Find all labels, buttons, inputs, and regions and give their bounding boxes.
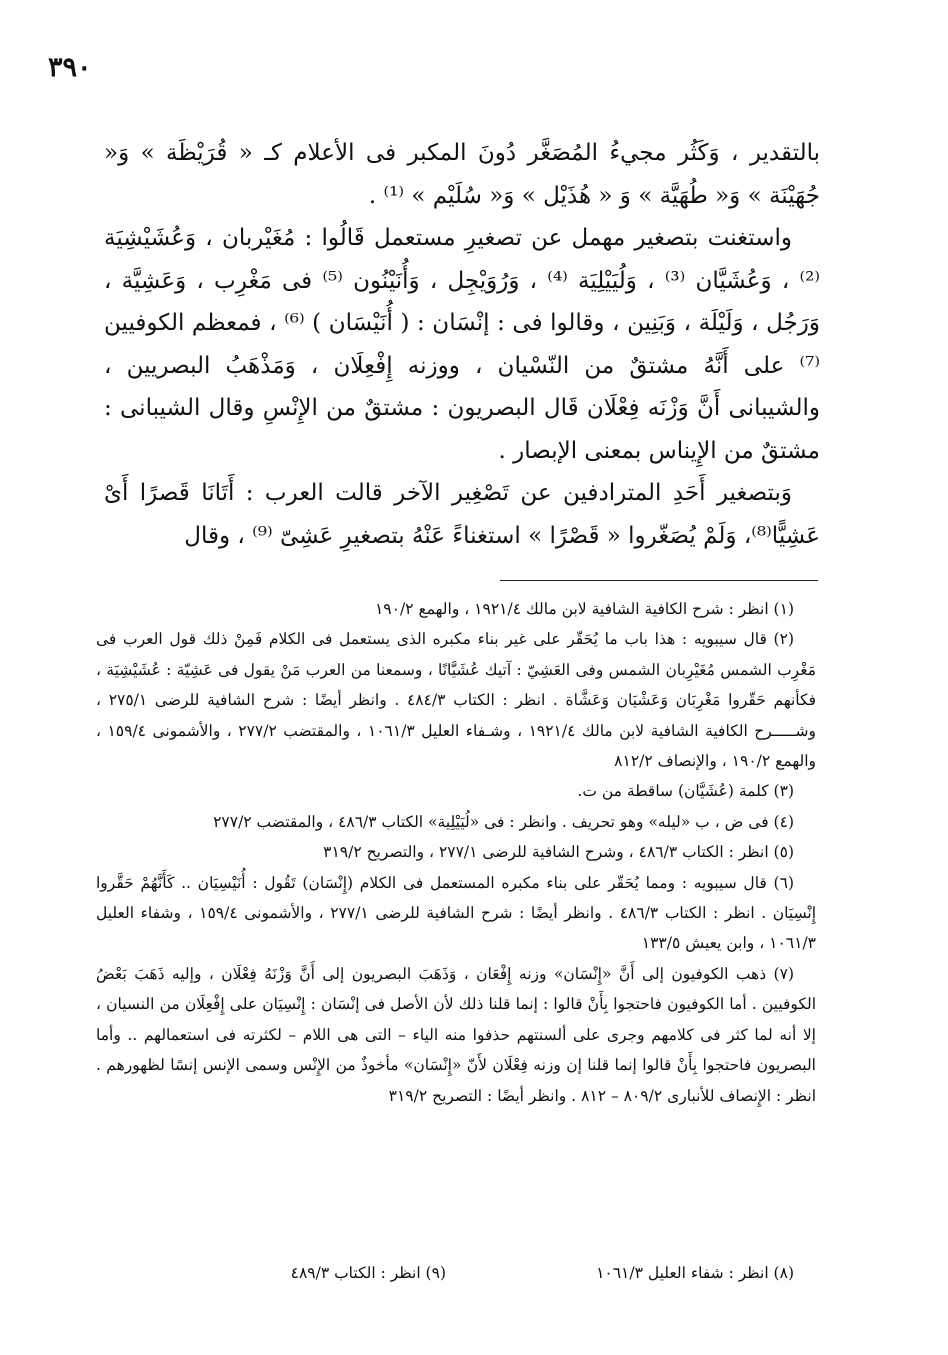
body-paragraph-1: بالتقدير ، وَكَثُر مجيءُ المُصَغَّر دُونَ المكبر فى الأعلام كـ « قُرَيْظَة » وَ« جُهَيْنَة » وَ« طُهَيَّة » وَ « هُذَيْل » وَ« سُلَيْم » ⁽¹⁾ . xyxy=(104,140,820,209)
footnote-separator xyxy=(500,580,818,581)
page-number: ٣٩٠ xyxy=(48,52,92,83)
footnotes-section xyxy=(96,594,816,1111)
footnote-4: (٤) فى ض ، ب «ليله» وهو تحريف . وانظر : فى «لُيَيْلِية» الكتاب ٤٨٦/٣ ، والمقتضب ٢٧٧/٢ xyxy=(213,812,794,831)
body-paragraph-3: وَبتصغير أَحَدِ المترادفين عن تَصْغِير الآخر قالت العرب : أَتَانَا قَصرًا أَىْ عَشِيًّا⁽⁸⁾، وَلَمْ يُصَغّروا « قَصْرًا » استغناءً عَنْهُ بتصغيرِ عَشِىّ ⁽⁹⁾ ، وقال xyxy=(104,480,820,549)
footnote-7: (٧) ذهب الكوفيون إلى أَنَّ «إِنْسَان» وزنه إِفْعَان ، وَذَهَبَ البصريون إلى أَنَّ وَزْنَهُ فِعْلَان ، وإليه ذَهَبَ بَعْضُ الكوفيين . أما الكوفيون فاحتجوا بِأَنْ قالوا : إنما قلنا ذلك لأن الأصل فى إنْسَان : إِنْسِيَان على إِفْعِلَان من النسيان ، إلا أنه لما كثر فى كلامهم وجرى على ألسنتهم حذفوا منه الياء – التى هى اللام – لكثرته فى استعمالهم .. وأما البصريون فاحتجوا بِأَنْ قالوا إنما قلنا إن وزنه فِعْلَان لأَنّ «إِنْسَان» مأخوذٌ من الإِنْس وسمى الإنس إنسًا لظهورهم . انظر : الإِنصاف للأنبارى ٨٠٩/٢ – ٨١٢ . وانظر أيضًا : التصريح ٣١٩/٢ xyxy=(96,964,816,1105)
footnote-8: (٨) انظر : شفاء العليل ١٠٦١/٣ xyxy=(596,1264,794,1282)
footnote-6: (٦) قال سيبويه : ومما يُحَقّر على بناء مكبره المستعمل فى الكلام (إِنْسَان) تَقُول : أُنَيْسِيَان .. كَأَنَّهُمْ حَقَّروا إِنْسِيَان . انظر : الكتاب ٤٨٦/٣ . وانظر أيضًا : شرح الشافية للرضى ٢٧٧/١ ، والأشمونى ١٥٩/٤ ، وشفاء العليل ١٠٦١/٣ ، وابن يعيش ١٣٣/٥ xyxy=(96,873,817,953)
main-text xyxy=(104,132,820,557)
footnote-3: (٣) كلمة (عُشَيَّان) ساقطة من ت. xyxy=(577,782,794,801)
footnote-5: (٥) انظر : الكتاب ٤٨٦/٣ ، وشرح الشافية للرضى ٢٧٧/١ ، والتصريح ٣١٩/٢ xyxy=(323,843,794,862)
footnote-1: (١) انظر : شرح الكافية الشافية لابن مالك ١٩٢١/٤ ، والهمع ١٩٠/٢ xyxy=(374,600,794,618)
footnote-2: (٢) قال سيبويه : هذا باب ما يُحَقّر على غير بناء مكبره الذى يستعمل فى الكلام فَمِنْ ذلك قول العرب فى مَغْرِب الشمس مُغَيْرِبان الشمس وفى العَشِيّ : آتيك عُشَيَّانًا ، وسمعنا من العرب مَنْ يقول فى عَشِيّة : عُشَيْشِيَة ، فكأنهم حَقّروا مَغْرِبَان وَعَشْيَان وَعَشَّاة . انظر : الكتاب ٤٨٤/٣ . وانظر أيضًا : شرح الشافية للرضى ٢٧٥/١ ، وشـــــرح الكافية الشافية لابن مالك ١٩٢١/٤ ، وشـفاء العليل ١٠٦١/٣ ، والمقتضب ٢٧٧/٢ ، والأشمونى ١٥٩/٤ ، والهمع ١٩٠/٢ ، والإنصاف ٨١٢/٢ xyxy=(96,630,816,771)
footnote-last-row xyxy=(96,1258,816,1290)
body-paragraph-2: واستغنت بتصغير مهمل عن تصغيرِ مستعمل قَالُوا : مُغَيْربان ، وَعُشَيْشِيَة ⁽²⁾ ، وَعُشَيَّان ⁽³⁾ ، وَلُيَيْلِيَة ⁽⁴⁾ ، وَرُوَيْجِل ، وَأُنَيْنُون ⁽⁵⁾ فى مَغْرِب ، وَعَشِيَّة ، وَرَجُل ، وَلَيْلَة ، وَبَنِين ، وقالوا فى : إنْسَان : ( أُنَيْسَان ) ⁽⁶⁾ ، فمعظم الكوفيين ⁽⁷⁾ على أَنَّهُ مشتقٌ من النّسْيان ، ووزنه إِفْعِلَان ، وَمَذْهَبُ البصريين ، والشيبانى أَنَّ وَزْنَه فِعْلَان قَال البصريون : مشتقٌ من الإِنْسِ وقال الشيبانى : مشتقٌ من الإِيناس بمعنى الإبصار . xyxy=(104,225,820,464)
footnote-9: (٩) انظر : الكتاب ٤٨٩/٣ xyxy=(290,1264,446,1282)
